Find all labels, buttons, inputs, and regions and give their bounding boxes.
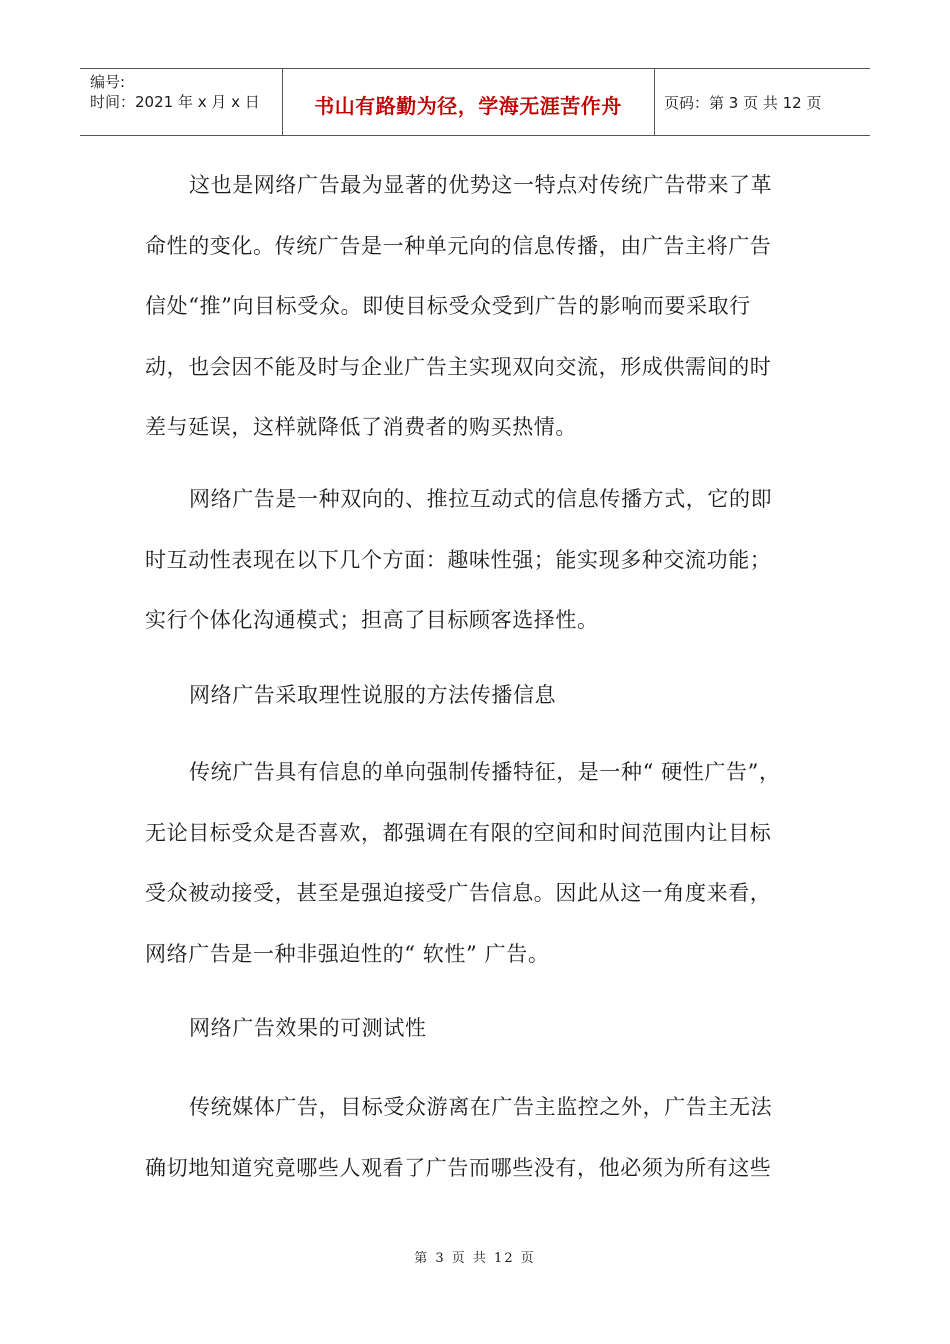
header-page-info: 页码：第 3 页 共 12 页: [664, 94, 822, 112]
text-line: 无论目标受众是否喜欢，都强调在有限的空间和时间范围内让目标: [145, 820, 772, 845]
section-heading: [145, 998, 805, 1059]
text-line: 网络广告采取理性说服的方法传播信息: [189, 683, 557, 707]
header-top-rule: [80, 68, 870, 69]
header-meta: [90, 72, 260, 112]
number-label: 编号:: [90, 73, 126, 91]
text-line: 信处“推”向目标受众。即使目标受众受到广告的影响而要采取行: [145, 294, 751, 318]
text-line: 传统广告具有信息的单向强制传播特征，是一种“ 硬性广告”，: [189, 760, 781, 784]
text-line: 差与延误，这样就降低了消费者的购买热情。: [145, 415, 577, 439]
text-line: 确切地知道究竟哪些人观看了广告而哪些没有，他必须为所有这些: [145, 1155, 772, 1180]
text-line: 时互动性表现在以下几个方面：趣味性强；能实现多种交流功能；: [145, 547, 772, 572]
text-line: 网络广告是一种非强迫性的“ 软性” 广告。: [145, 941, 550, 966]
header-bottom-rule: [80, 135, 870, 136]
header-motto: 书山有路勤为径，学海无涯苦作舟: [314, 94, 622, 118]
text-line: 动，也会因不能及时与企业广告主实现双向交流，形成供需间的时: [145, 354, 772, 379]
section-heading: [145, 665, 805, 726]
text-line: 传统媒体广告，目标受众游离在广告主监控之外，广告主无法: [189, 1095, 773, 1119]
page-footer: 第 3 页 共 12 页: [414, 1251, 536, 1266]
header-divider-right: [654, 68, 655, 136]
paragraph: [145, 155, 805, 458]
text-line: 网络广告是一种双向的、推拉互动式的信息传播方式，它的即: [189, 487, 773, 511]
text-line: 网络广告效果的可测试性: [189, 1016, 427, 1040]
paragraph: [145, 1077, 805, 1198]
paragraph: [145, 469, 805, 651]
paragraph: [145, 742, 805, 984]
text-line: 实行个体化沟通模式；担高了目标顾客选择性。: [145, 608, 599, 632]
text-line: 命性的变化。传统广告是一种单元向的信息传播，由广告主将广告: [145, 233, 772, 258]
text-line: 受众被动接受，甚至是强迫接受广告信息。因此从这一角度来看，: [145, 881, 772, 905]
text-line: 这也是网络广告最为显著的优势这一特点对传统广告带来了革: [189, 173, 773, 197]
time-label: 时间：2021 年 x 月 x 日: [90, 93, 260, 111]
